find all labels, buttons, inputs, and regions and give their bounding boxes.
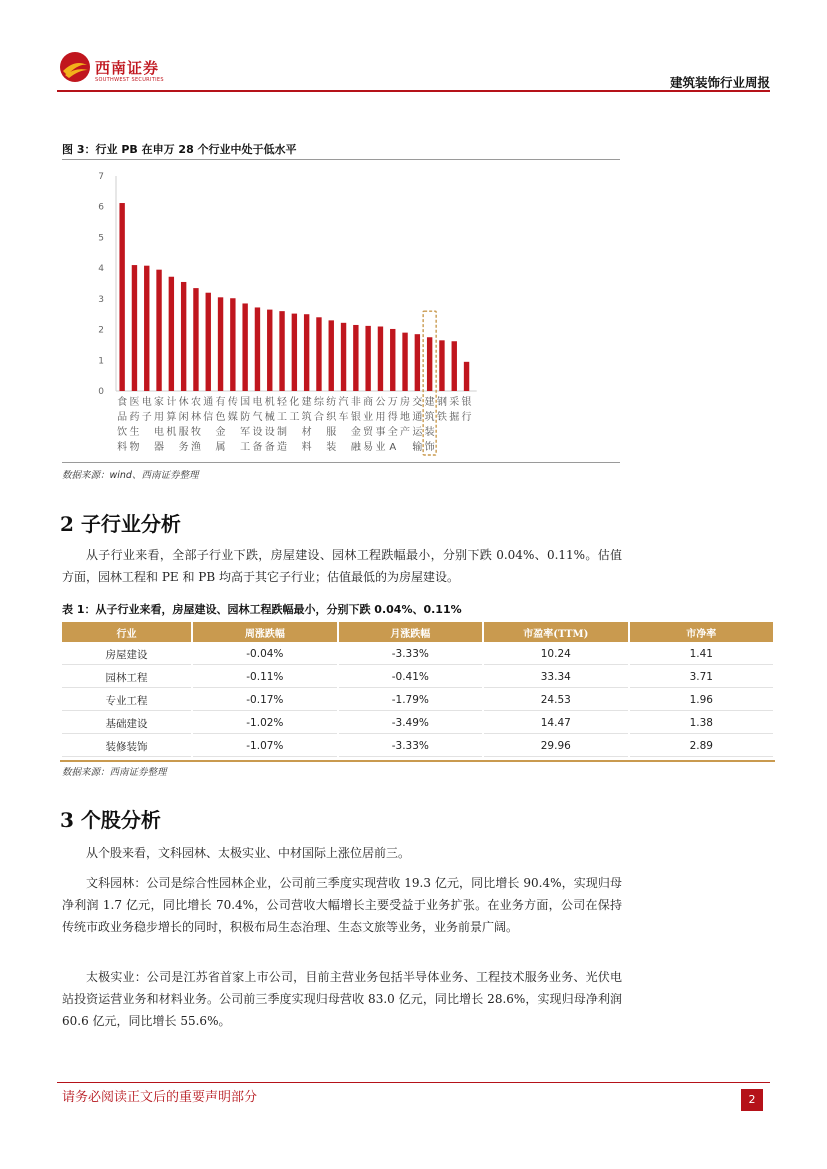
cell-monthly-change: -0.41% [339,667,482,688]
section-2-paragraph: 从子行业来看，全部子行业下跌，房屋建设、园林工程跌幅最小，分别下跌 0.04%、0.11%。估值方面，园林工程和 PE 和 PB 均高于其它子行业；估值最低的为房屋建设。 [62,548,622,584]
figure-top-rule [62,159,620,160]
table-row [62,736,773,757]
x-tick-label: 用 [154,412,165,423]
table-caption: 表 1：从子行业来看，房屋建设、园林工程跌幅最小，分别下跌 0.04%、0.11% [62,603,462,616]
x-tick-label: 工 [289,412,300,423]
bar [144,266,149,391]
footer-divider [57,1082,770,1083]
x-tick-label: 非 [350,397,361,408]
cell-monthly-change: -1.79% [339,690,482,711]
x-tick-label: 公 [375,397,386,408]
x-tick-label: 机 [166,427,177,438]
sub-industry-table [60,620,775,759]
x-tick-label: 通 [412,412,423,423]
x-tick-label: 闲 [178,412,189,423]
col-header-pb: 市净率 [630,622,773,642]
x-tick-label: 气 [252,412,263,423]
bar [181,282,186,391]
col-header-pe-ttm: 市盈率(TTM) [484,622,627,642]
x-tick-label: 饰 [424,442,435,453]
x-tick-label: 商 [363,397,374,408]
x-tick-label: 万 [387,397,398,408]
cell-pb: 2.89 [630,736,773,757]
x-tick-label: 生 [129,427,140,438]
x-tick-label: 电 [252,397,263,408]
logo-emblem-icon [59,51,91,83]
x-tick-label: 军 [240,427,251,438]
y-tick-label: 1 [98,356,104,367]
x-tick-label: 品 [117,412,128,423]
x-tick-label: 行 [461,412,472,423]
bar [242,303,247,391]
figure-bottom-rule [62,462,620,463]
x-tick-label: 林 [190,412,201,423]
bar [329,320,334,391]
x-tick-label: A [389,442,397,453]
x-tick-label: 工 [240,442,251,453]
x-tick-label: 融 [350,442,361,453]
x-tick-label: 设 [264,427,275,438]
bar [292,314,297,391]
x-tick-label: 务 [178,442,189,453]
cell-monthly-change: -3.33% [339,644,482,665]
x-tick-label: 机 [264,397,275,408]
x-tick-label: 业 [375,442,386,453]
x-tick-label: 传 [227,397,238,408]
bar [279,311,284,391]
x-tick-label: 轻 [277,397,288,408]
cell-weekly-change: -0.04% [193,644,336,665]
cell-pe-ttm: 33.34 [484,667,627,688]
cell-industry: 专业工程 [62,690,191,711]
table-row [62,690,773,711]
cell-industry: 装修装饰 [62,736,191,757]
bar [169,277,174,391]
report-title: 建筑装饰行业周报 [669,75,770,90]
x-tick-label: 综 [313,397,324,408]
x-tick-label: 筑 [301,412,312,423]
x-tick-label: 金 [350,427,361,438]
bar [415,334,420,391]
x-tick-label: 产 [400,427,411,438]
x-tick-label: 输 [412,442,423,453]
x-tick-label: 易 [363,442,374,453]
x-tick-label: 计 [166,397,177,408]
x-tick-label: 料 [117,442,128,453]
bar [353,325,358,391]
x-tick-label: 装 [326,442,337,453]
chart-svg [62,162,620,460]
x-tick-label: 家 [154,397,165,408]
bar [218,297,223,391]
col-header-monthly-change: 月涨跌幅 [339,622,482,642]
x-tick-label: 房 [400,397,411,408]
section-3-paragraph-3: 太极实业：公司是江苏省首家上市公司，目前主营业务包括半导体业务、工程技术服务业务、光伏电站投资运营业务和材料业务。公司前三季度实现归母营收 83.0 亿元，同比增长 28.6%，实现归母净利润 60.6 亿元，同比增长 55.6%。 [62,970,622,1028]
disclaimer-note: 请务必阅读正文后的重要声明部分 [62,1090,258,1105]
x-tick-label: 业 [363,412,374,423]
x-tick-label: 药 [129,412,140,423]
x-tick-label: 采 [449,397,460,408]
table-row [62,667,773,688]
x-tick-label: 械 [264,412,275,423]
bar [341,323,346,391]
x-tick-label: 运 [412,427,423,438]
y-tick-label: 3 [98,294,104,305]
x-tick-label: 合 [313,412,324,423]
x-tick-label: 电 [154,427,165,438]
x-tick-label: 工 [277,412,288,423]
x-tick-label: 服 [326,427,337,438]
cell-weekly-change: -0.17% [193,690,336,711]
x-tick-label: 银 [350,412,361,423]
bar [402,333,407,391]
cell-pb: 1.96 [630,690,773,711]
bar [193,288,198,391]
bar [439,340,444,391]
bar [206,293,211,391]
company-logo [57,48,197,88]
cell-monthly-change: -3.49% [339,713,482,734]
cell-pb: 3.71 [630,667,773,688]
y-tick-label: 4 [98,264,104,275]
x-tick-label: 钢 [436,397,447,408]
section-2-heading: 2 子行业分析 [60,512,181,536]
bar [365,326,370,391]
x-tick-label: 备 [252,442,263,453]
x-tick-label: 造 [277,442,288,453]
bar [427,337,432,391]
page-header [57,40,770,96]
bar [267,310,272,391]
y-tick-label: 6 [98,202,104,213]
section-3-heading: 3 个股分析 [60,808,161,832]
cell-pb: 1.41 [630,644,773,665]
table-row [62,713,773,734]
cell-pe-ttm: 24.53 [484,690,627,711]
y-tick-label: 0 [98,387,104,397]
x-tick-label: 渔 [190,442,201,453]
section-3-paragraph-2: 文科园林：公司是综合性园林企业，公司前三季度实现营收 19.3 亿元，同比增长 90.4%，实现归母净利润 1.7 亿元，同比增长 70.4%，公司营收大幅增长主要受益于业务扩张。在业务方面，公司在保持传统市政业务稳步增长的同时，积极布局生态治理、生态文旅等业务，业务前景广阔。 [62,876,622,934]
x-tick-label: 银 [461,397,472,408]
col-header-weekly-change: 周涨跌幅 [193,622,336,642]
x-tick-label: 色 [215,412,226,423]
table-source: 数据来源：西南证券整理 [62,767,167,778]
cell-monthly-change: -3.33% [339,736,482,757]
figure-caption: 图 3：行业 PB 在申万 28 个行业中处于低水平 [62,143,297,156]
x-tick-label: 交 [412,397,423,408]
x-tick-label: 牧 [190,427,201,438]
cell-pb: 1.38 [630,713,773,734]
bar [464,362,469,391]
cell-pe-ttm: 29.96 [484,736,627,757]
table-header-row [62,622,773,642]
x-tick-label: 休 [178,397,189,408]
x-tick-label: 有 [215,397,226,408]
col-header-industry: 行业 [62,622,191,642]
x-tick-label: 汽 [338,397,349,408]
x-tick-label: 制 [277,427,288,438]
x-tick-label: 车 [338,412,349,423]
x-tick-label: 饮 [117,427,128,438]
x-tick-label: 用 [375,412,386,423]
x-tick-label: 备 [264,442,275,453]
x-tick-label: 子 [141,412,152,423]
x-tick-label: 金 [215,427,226,438]
y-tick-label: 2 [98,325,104,336]
x-tick-label: 料 [301,442,312,453]
cell-industry: 园林工程 [62,667,191,688]
bar [156,270,161,391]
page-number: 2 [741,1089,763,1111]
bar [390,329,395,391]
x-tick-label: 地 [400,412,411,423]
cell-weekly-change: -1.07% [193,736,336,757]
x-tick-label: 信 [203,412,214,423]
bar [304,314,309,391]
pb-bar-chart [62,162,620,460]
x-tick-label: 电 [141,397,152,408]
x-tick-label: 医 [129,397,140,408]
bar [378,327,383,392]
bar [316,317,321,391]
cell-industry: 房屋建设 [62,644,191,665]
x-tick-label: 属 [215,442,226,453]
table-row [62,644,773,665]
x-tick-label: 食 [117,397,128,408]
x-tick-label: 防 [240,412,251,423]
y-tick-label: 7 [98,172,104,182]
x-tick-label: 通 [203,397,214,408]
x-tick-label: 事 [375,427,386,438]
x-tick-label: 算 [166,412,177,423]
cell-weekly-change: -0.11% [193,667,336,688]
cell-industry: 基础建设 [62,713,191,734]
x-tick-label: 农 [190,397,201,408]
bar [452,341,457,391]
x-tick-label: 媒 [227,412,238,423]
x-tick-label: 装 [424,427,435,438]
y-tick-label: 5 [98,233,104,244]
bar [255,307,260,391]
bar [230,298,235,391]
x-tick-label: 铁 [436,412,447,423]
figure-source: 数据来源：wind、西南证券整理 [62,470,199,481]
x-tick-label: 物 [129,442,140,453]
x-tick-label: 筑 [424,412,435,423]
cell-pe-ttm: 10.24 [484,644,627,665]
x-tick-label: 建 [301,397,312,408]
x-tick-label: 建 [424,397,435,408]
header-divider [57,90,770,92]
x-tick-label: 材 [301,427,312,438]
x-tick-label: 全 [387,427,398,438]
bar [119,203,124,391]
x-tick-label: 掘 [449,412,460,423]
logo-english-name: SOUTHWEST SECURITIES [95,77,164,83]
x-tick-label: 设 [252,427,263,438]
table-bottom-rule [60,760,775,762]
x-tick-label: 得 [387,412,398,423]
cell-weekly-change: -1.02% [193,713,336,734]
section-3-paragraph-1: 从个股来看，文科园林、太极实业、中材国际上涨位居前三。 [86,846,411,860]
x-tick-label: 国 [240,397,251,408]
cell-pe-ttm: 14.47 [484,713,627,734]
x-tick-label: 化 [289,397,300,408]
x-tick-label: 贸 [363,427,374,438]
bar [132,265,137,391]
logo-chinese-name: 西南证券 [95,59,160,77]
x-tick-label: 器 [154,442,165,453]
x-tick-label: 纺 [326,397,337,408]
x-tick-label: 织 [326,412,337,423]
x-tick-label: 服 [178,427,189,438]
